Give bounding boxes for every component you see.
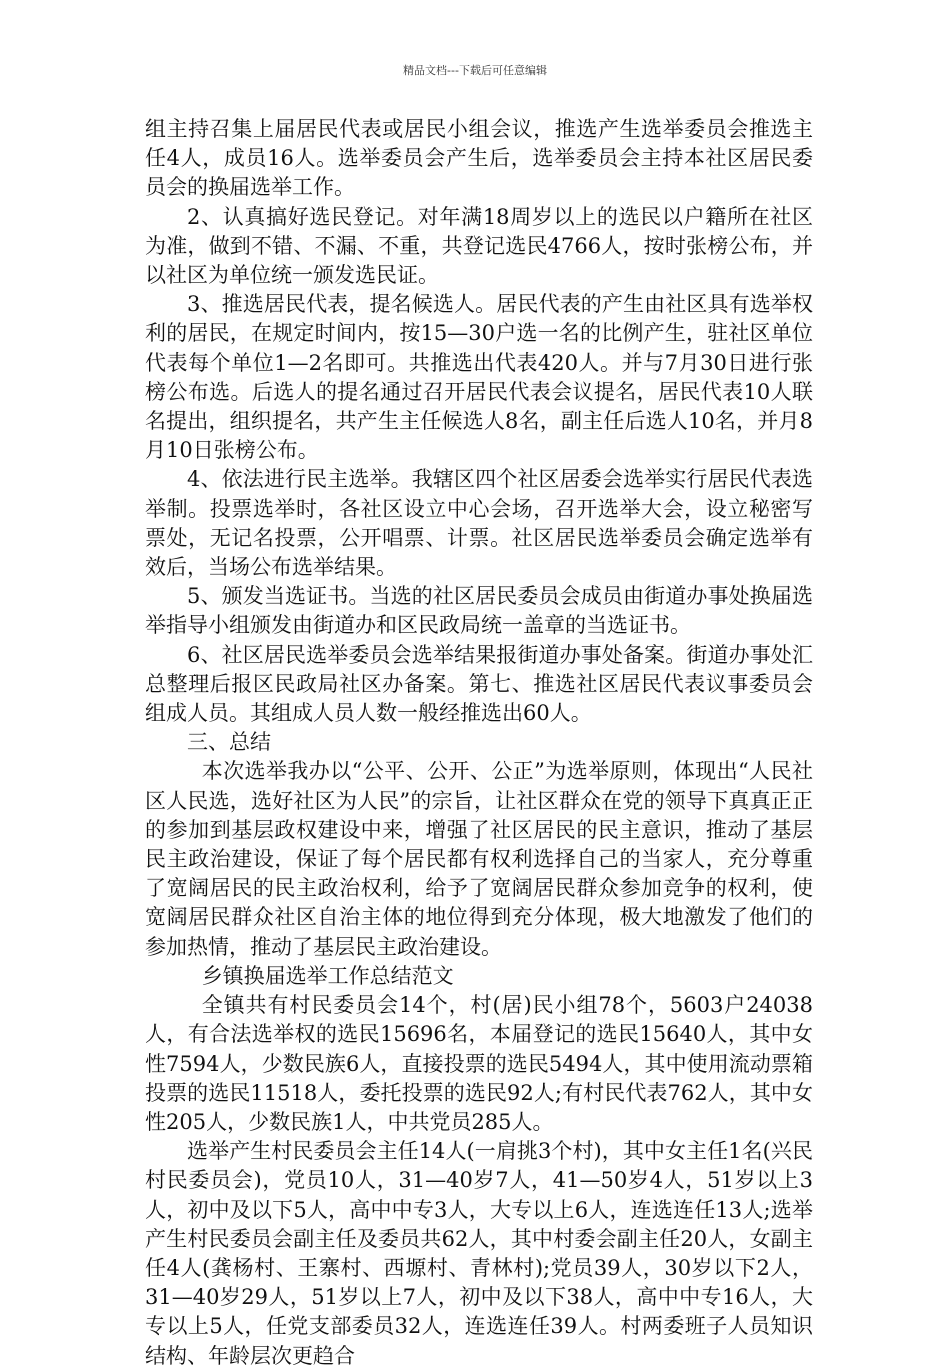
document-body	[145, 115, 813, 1371]
paragraph-3: 3、推选居民代表，提名候选人。居民代表的产生由社区具有选举权利的居民，在规定时间内，按15—30户选一名的比例产生，驻社区单位代表每个单位1—2名即可。共推选出代表420人。并与7月30日进行张榜公布选。后选人的提名通过召开居民代表会议提名，居民代表10人联名提出，组织提名，共产生主任候选人8名，副主任后选人10名，并月8月10日张榜公布。	[145, 292, 813, 463]
article-title: 乡镇换届选举工作总结范文	[201, 963, 454, 988]
paragraph-1: 组主持召集上届居民代表或居民小组会议，推选产生选举委员会推选主任4人，成员16人。选举委员会产生后，选举委员会主持本社区居民委员会的换届选举工作。	[145, 117, 813, 200]
paragraph-5: 5、颁发当选证书。当选的社区居民委员会成员由街道办事处换届选举指导小组颁发由街道办和区民政局统一盖章的当选证书。	[145, 584, 813, 638]
section-heading-summary: 三、总结	[187, 730, 271, 755]
page-header: 精品文档---下载后可任意编辑	[403, 64, 547, 77]
paragraph-4: 4、依法进行民主选举。我辖区四个社区居委会选举实行居民代表选举制。投票选举时，各社区设立中心会场，召开选举大会，设立秘密写票处，无记名投票，公开唱票、计票。社区居民选举委员会确定选举有效后，当场公布选举结果。	[145, 467, 813, 580]
paragraph-summary: 本次选举我办以“公平、公开、公正”为选举原则，体现出“人民社区人民选，选好社区为人民”的宗旨，让社区群众在党的领导下真真正正的参加到基层政权建设中来，增强了社区居民的民主意识，推动了基层民主政治建设，保证了每个居民都有权利选择自己的当家人，充分尊重了宽阔居民的民主政治权利，给予了宽阔居民群众参加竞争的权利，使宽阔居民群众社区自治主体的地位得到充分体现，极大地激发了他们的参加热情，推动了基层民主政治建设。	[145, 759, 813, 959]
paragraph-6: 6、社区居民选举委员会选举结果报街道办事处备案。街道办事处汇总整理后报区民政局社区办备案。第七、推选社区居民代表议事委员会组成人员。其组成人员人数一般经推选出60人。	[145, 642, 813, 726]
paragraph-election-results: 选举产生村民委员会主任14人(一肩挑3个村)，其中女主任1名(兴民村民委员会)，党员10人，31—40岁7人，41—50岁4人，51岁以上3人，初中及以下5人，高中中专3人，大专以上6人，连选连任13人;选举产生村民委员会副主任及委员共62人，其中村委会副主任20人，女副主任4人(龚杨村、王寨村、西塬村、青林村);党员39人，30岁以下2人，31—40岁29人，51岁以上7人，初中及以下38人，高中中专16人，大专以上5人，任党支部委员32人，连选连任39人。村两委班子人员知识结构、年龄层次更趋合	[145, 1139, 813, 1368]
paragraph-stats: 全镇共有村民委员会14个，村(居)民小组78个，5603户24038人，有合法选举权的选民15696名，本届登记的选民15640人，其中女性7594人，少数民族6人，直接投票的选民5494人，其中使用流动票箱投票的选民11518人，委托投票的选民92人;有村民代表762人，其中女性205人，少数民族1人，中共党员285人。	[145, 993, 813, 1134]
paragraph-2: 2、认真搞好选民登记。对年满18周岁以上的选民以户籍所在社区为准，做到不错、不漏、不重，共登记选民4766人，按时张榜公布，并以社区为单位统一颁发选民证。	[145, 204, 813, 288]
